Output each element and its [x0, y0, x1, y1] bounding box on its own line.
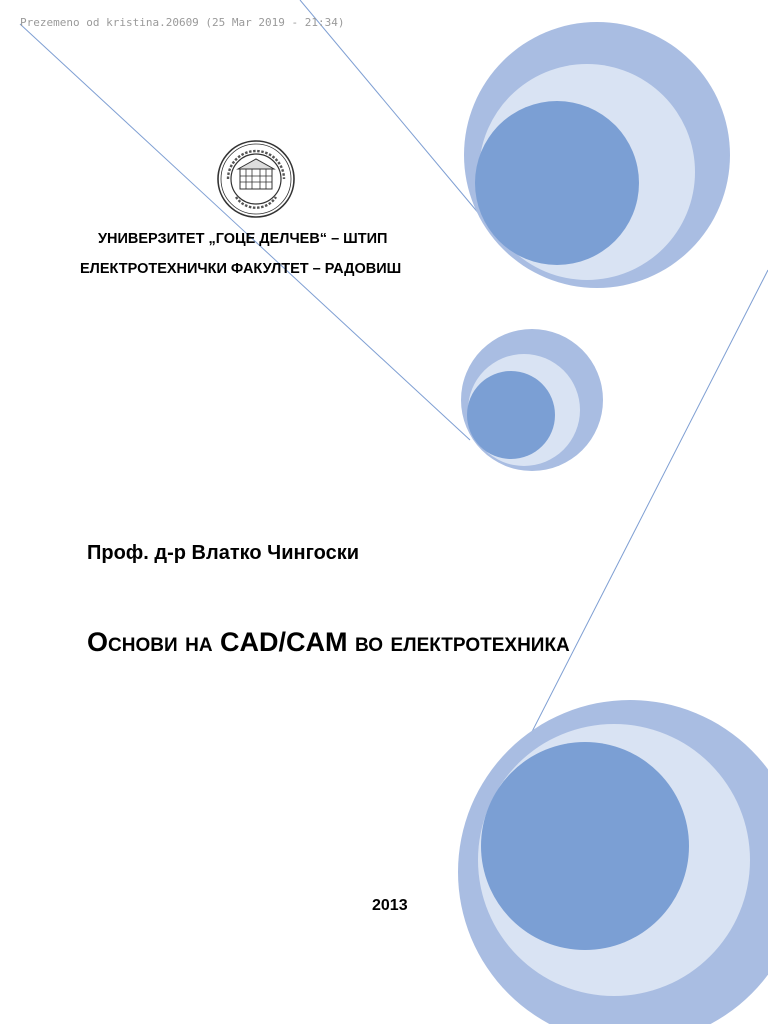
decor-circle-inner — [475, 101, 639, 265]
university-name: УНИВЕРЗИТЕТ „ГОЦЕ ДЕЛЧЕВ“ – ШТИП — [98, 231, 388, 247]
university-seal-icon — [216, 139, 296, 219]
decor-circle-inner — [467, 371, 555, 459]
publication-year: 2013 — [372, 897, 408, 914]
decor-line — [300, 0, 480, 215]
author-name: Проф. д-р Влатко Чингоски — [87, 542, 360, 564]
download-watermark: Prezemeno od kristina.20609 (25 Mar 2019 - 21:34) — [20, 16, 345, 29]
faculty-name: ЕЛЕКТРОТЕХНИЧКИ ФАКУЛТЕТ – РАДОВИШ — [80, 261, 402, 277]
document-title: Основи на CAD/CAM во електротехника — [87, 627, 570, 657]
decor-circle-inner — [481, 742, 689, 950]
